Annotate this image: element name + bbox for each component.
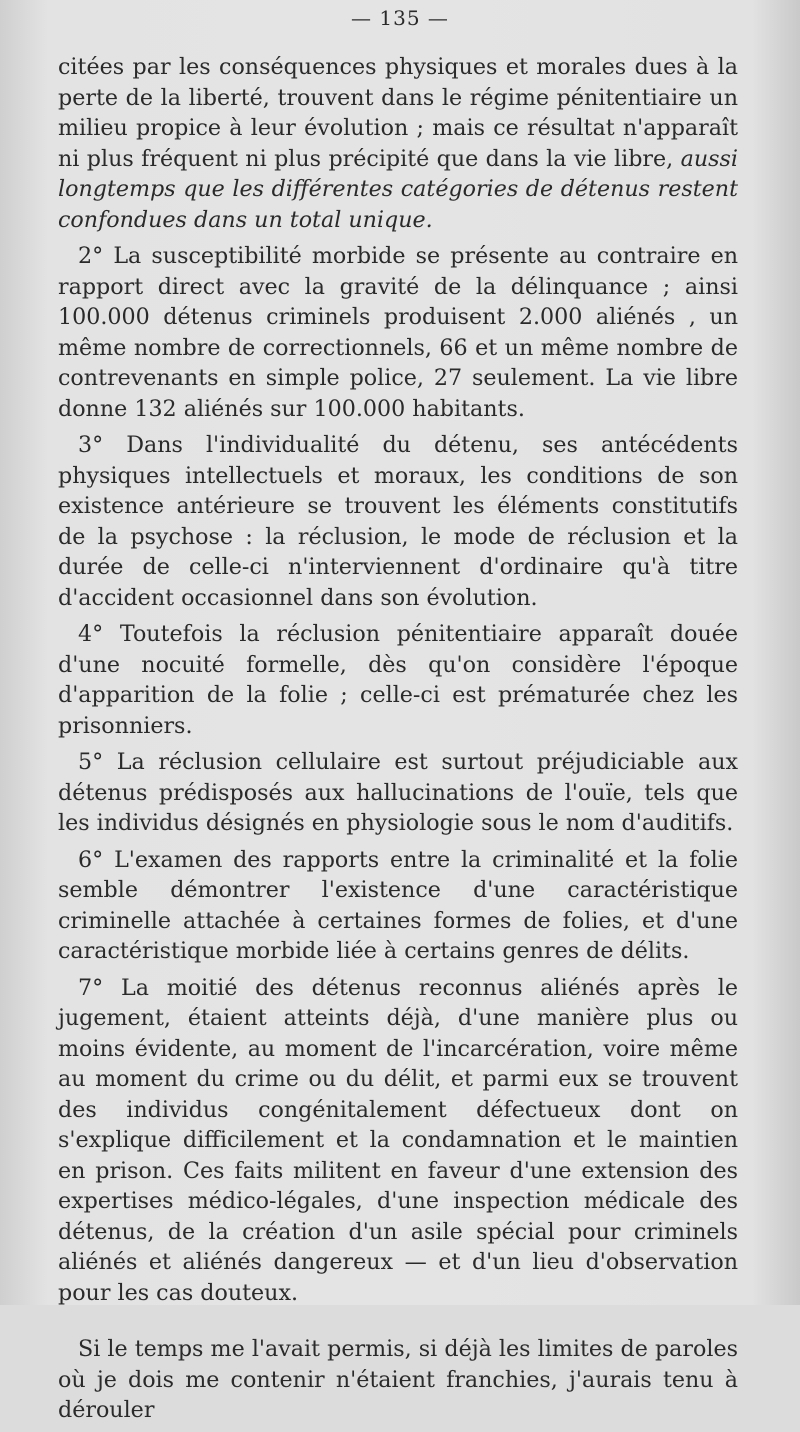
body-text [58, 52, 738, 1432]
page-number: — 135 — [351, 6, 449, 30]
paragraph-point-3: 3° Dans l'individualité du détenu, ses antécédents physiques intellectuels et moraux, les conditions de son existence antérieure se trouvent les éléments constitutifs de la psychose : la réclusion, le mode de réclusion et la durée de celle-ci n'interviennent d'ordinaire qu'à titre d'accident occasionnel dans son évolution. [58, 432, 738, 611]
paragraph-point-7: 7° La moitié des détenus reconnus aliénés après le jugement, étaient atteints déjà, d'une manière plus ou moins évidente, au moment de l'incarcération, voire même au moment du crime ou du délit, et parmi eux se trouvent des individus congénitalement défectueux dont on s'explique difficilement et la condamnation et le maintien en prison. Ces faits militent en faveur d'une extension des expertises médico-légales, d'une inspection médicale des détenus, de la création d'un asile spécial pour criminels aliénés et aliénés dangereux — et d'un lieu d'observation pour les cas douteux. [58, 974, 738, 1306]
paragraph-point-4: 4° Toutefois la réclusion pénitentiaire apparaît douée d'une nocuité formelle, dès qu'on considère l'époque d'apparition de la folie ; celle-ci est prématurée chez les prisonniers. [58, 621, 738, 739]
paragraph-continuation [58, 52, 738, 235]
paragraph-closing: Si le temps me l'avait permis, si déjà les limites de paroles où je dois me contenir n'étaient franchies, j'aurais tenu à dérouler [58, 1336, 738, 1423]
paragraph-continuation-text: citées par les conséquences physiques et morales dues à la perte de la liberté, trouvent dans le régime pénitentiaire un milieu propice à leur évolution ; mais ce résultat n'apparaît ni plus fréquent ni plus précipité que dans la vie libre, [58, 54, 738, 172]
paragraph-continuation-italic: aussi longtemps que les différentes catégories de détenus restent confondues dans un total unique. [58, 145, 738, 233]
paragraph-point-5: 5° La réclusion cellulaire est surtout préjudiciable aux détenus prédisposés aux hallucinations de l'ouïe, tels que les individus désignés en physiologie sous le nom d'auditifs. [58, 749, 738, 836]
paragraph-point-2: 2° La susceptibilité morbide se présente au contraire en rapport direct avec la gravité de la délinquance ; ainsi 100.000 détenus criminels produisent 2.000 aliénés , un même nombre de correctionnels, 66 et un même nombre de contrevenants en simple police, 27 seulement. La vie libre donne 132 aliénés sur 100.000 habitants. [58, 243, 738, 422]
paragraph-point-6: 6° L'examen des rapports entre la criminalité et la folie semble démontrer l'existence d'une caractéristique criminelle attachée à certaines formes de folies, et d'une caractéristique morbide liée à certains genres de délits. [58, 846, 738, 964]
